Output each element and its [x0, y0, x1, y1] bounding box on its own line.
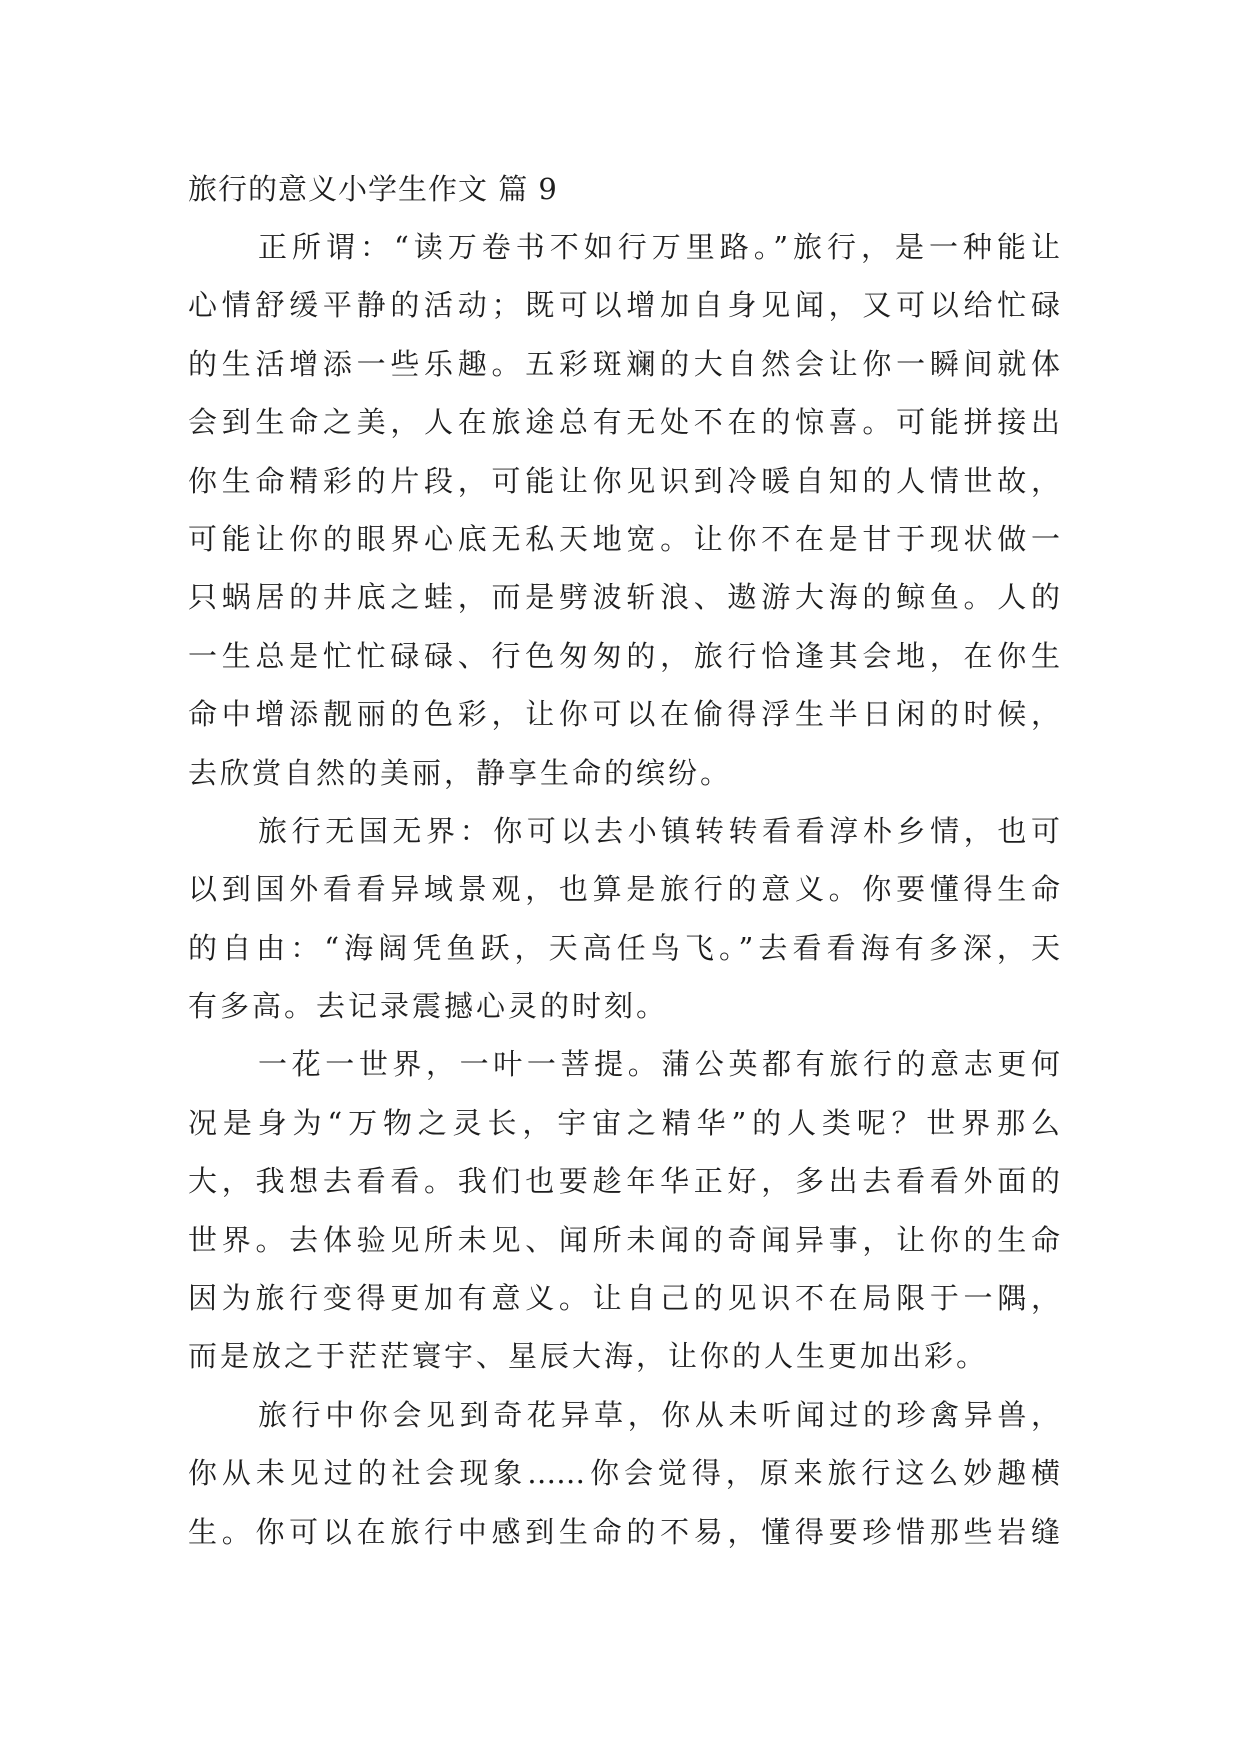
paragraph-line: 会到生命之美，人在旅途总有无处不在的惊喜。可能拼接出: [188, 405, 1060, 440]
paragraph-line: 正所谓：“读万卷书不如行万里路。”旅行，是一种能让: [258, 230, 1060, 264]
paragraph-line: 你从未见过的社会现象……你会觉得，原来旅行这么妙趣横: [188, 1456, 1060, 1491]
paragraph-line: 的自由：“海阔凭鱼跃，天高任鸟飞。”去看看海有多深，天: [188, 930, 1060, 965]
paragraph-line: 的生活增添一些乐趣。五彩斑斓的大自然会让你一瞬间就体: [188, 346, 1060, 381]
paragraph-line: 而是放之于茫茫寰宇、星辰大海，让你的人生更加出彩。: [188, 1339, 989, 1374]
paragraph-line: 况是身为“万物之灵长，宇宙之精华”的人类呢？世界那么: [188, 1105, 1060, 1140]
paragraph-line: 有多高。去记录震撼心灵的时刻。: [188, 989, 669, 1024]
paragraph-line: 可能让你的眼界心底无私天地宽。让你不在是甘于现状做一: [188, 521, 1060, 556]
paragraph-1: [188, 218, 1060, 802]
paragraph-4: [188, 1386, 1060, 1561]
paragraph-line: 只蜗居的井底之蛙，而是劈波斩浪、遨游大海的鲸鱼。人的: [188, 580, 1060, 615]
document-body: [188, 160, 1060, 1561]
paragraph-3: [188, 1035, 1060, 1385]
paragraph-line: 大，我想去看看。我们也要趁年华正好，多出去看看外面的: [188, 1164, 1060, 1199]
paragraph-line: 命中增添靓丽的色彩，让你可以在偷得浮生半日闲的时候，: [188, 697, 1060, 732]
paragraph-line: 一花一世界，一叶一菩提。蒲公英都有旅行的意志更何: [258, 1047, 1060, 1082]
paragraph-line: 去欣赏自然的美丽，静享生命的缤纷。: [188, 755, 733, 790]
paragraph-line: 生。你可以在旅行中感到生命的不易，懂得要珍惜那些岩缝: [188, 1514, 1060, 1549]
paragraph-line: 因为旅行变得更加有意义。让自己的见识不在局限于一隅，: [188, 1281, 1060, 1316]
paragraph-line: 你生命精彩的片段，可能让你见识到冷暖自知的人情世故，: [188, 463, 1060, 498]
paragraph-line: 世界。去体验见所未见、闻所未闻的奇闻异事，让你的生命: [188, 1222, 1060, 1257]
paragraph-line: 心情舒缓平静的活动；既可以增加自身见闻，又可以给忙碌: [188, 288, 1060, 323]
paragraph-line: 一生总是忙忙碌碌、行色匆匆的，旅行恰逢其会地，在你生: [188, 638, 1060, 673]
paragraph-2: [188, 802, 1060, 1036]
paragraph-line: 旅行无国无界：你可以去小镇转转看看淳朴乡情，也可: [258, 813, 1060, 848]
document-title: 旅行的意义小学生作文 篇 9: [188, 172, 558, 206]
paragraph-line: 旅行中你会见到奇花异草，你从未听闻过的珍禽异兽，: [258, 1397, 1060, 1432]
paragraph-line: 以到国外看看异域景观，也算是旅行的意义。你要懂得生命: [188, 872, 1060, 907]
